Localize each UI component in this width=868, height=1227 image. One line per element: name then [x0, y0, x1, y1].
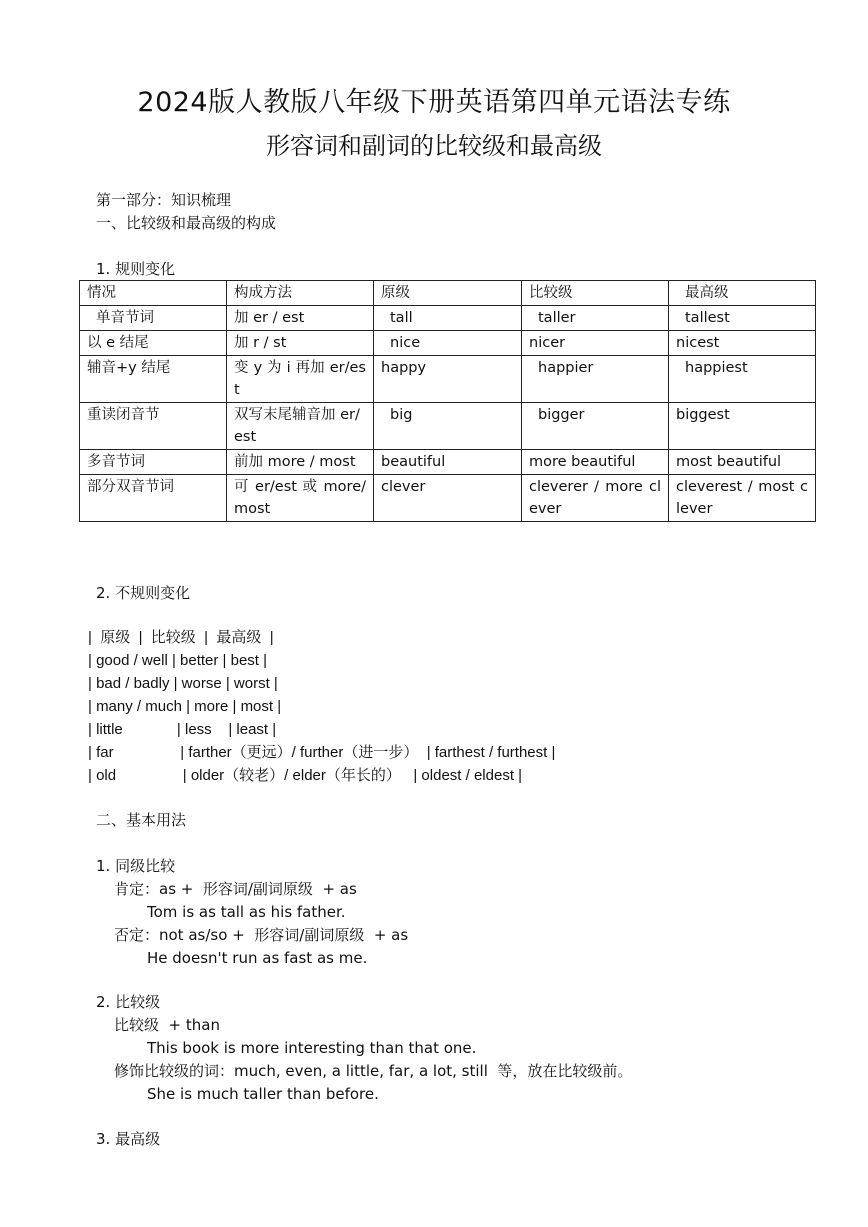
table-cell: more beautiful — [522, 450, 669, 475]
table-cell: bigger — [522, 403, 669, 450]
irregular-line: | old | older（较老）/ elder（年长的） | oldest / eldest | — [88, 767, 523, 784]
table-cell: nicest — [669, 331, 816, 356]
table-cell: tall — [374, 306, 522, 331]
table-row — [80, 450, 816, 475]
table-header-cell: 情况 — [80, 281, 227, 306]
table-cell: 重读闭音节 — [80, 403, 227, 450]
table-header-cell: 构成方法 — [227, 281, 374, 306]
table-cell: nicer — [522, 331, 669, 356]
part1-heading: 第一部分：知识梳理 — [96, 191, 232, 209]
table-row — [80, 356, 816, 403]
irregular-line: | 原级 | 比较级 | 最高级 | — [88, 629, 274, 646]
irregular-line: | bad / badly | worse | worst | — [88, 675, 278, 692]
table-header-cell: 原级 — [374, 281, 522, 306]
table-cell: 可 er/est 或 more/most — [227, 475, 374, 522]
comparative-modifier-rule: 修饰比较级的词：much, even, a little, far, a lot, still 等，放在比较级前。 — [114, 1062, 633, 1080]
table-row — [80, 475, 816, 522]
table-cell: biggest — [669, 403, 816, 450]
comparative-example: This book is more interesting than that one. — [147, 1039, 477, 1057]
irregular-line: | good / well | better | best | — [88, 652, 268, 669]
document-title: 2024版人教版八年级下册英语第四单元语法专练 — [137, 87, 731, 118]
table-cell: 部分双音节词 — [80, 475, 227, 522]
superlative-title: 3. 最高级 — [96, 1130, 161, 1148]
comparative-modifier-example: She is much taller than before. — [147, 1085, 379, 1103]
table-row — [80, 306, 816, 331]
table-cell: happy — [374, 356, 522, 403]
table-cell: taller — [522, 306, 669, 331]
regular-heading: 1. 规则变化 — [96, 260, 176, 278]
table-cell: 双写末尾辅音加 er/est — [227, 403, 374, 450]
comparative-title: 2. 比较级 — [96, 993, 161, 1011]
same-level-title: 1. 同级比较 — [96, 857, 176, 875]
irregular-line: | far | farther（更远）/ further（进一步） | farthest / furthest | — [88, 744, 556, 761]
table-cell: 加 r / st — [227, 331, 374, 356]
table-cell: happiest — [669, 356, 816, 403]
table-cell: happier — [522, 356, 669, 403]
table-cell: big — [374, 403, 522, 450]
table-header-cell: 最高级 — [669, 281, 816, 306]
table-cell: 以 e 结尾 — [80, 331, 227, 356]
irregular-line: | little | less | least | — [88, 721, 277, 738]
table-cell: nice — [374, 331, 522, 356]
regular-change-table — [79, 280, 816, 522]
table-cell: 多音节词 — [80, 450, 227, 475]
table-cell: 辅音+y 结尾 — [80, 356, 227, 403]
table-cell: 变 y 为 i 再加 er/est — [227, 356, 374, 403]
document-subtitle: 形容词和副词的比较级和最高级 — [266, 132, 602, 160]
table-row — [80, 331, 816, 356]
table-header-cell: 比较级 — [522, 281, 669, 306]
same-level-negative-example: He doesn't run as fast as me. — [147, 949, 368, 967]
table-cell: 前加 more / most — [227, 450, 374, 475]
same-level-positive-rule: 肯定：as + 形容词/副词原级 + as — [114, 880, 357, 898]
irregular-line: | many / much | more | most | — [88, 698, 282, 715]
same-level-positive-example: Tom is as tall as his father. — [147, 903, 346, 921]
table-row — [80, 403, 816, 450]
table-cell: 单音节词 — [80, 306, 227, 331]
table-cell: tallest — [669, 306, 816, 331]
section1-heading: 一、比较级和最高级的构成 — [96, 214, 277, 232]
table-cell: most beautiful — [669, 450, 816, 475]
comparative-rule: 比较级 + than — [114, 1016, 220, 1034]
irregular-heading: 2. 不规则变化 — [96, 584, 191, 602]
part2-heading: 二、基本用法 — [96, 811, 187, 829]
table-cell: beautiful — [374, 450, 522, 475]
table-cell: cleverer / more clever — [522, 475, 669, 522]
table-cell: 加 er / est — [227, 306, 374, 331]
table-header-row — [80, 281, 816, 306]
table-cell: cleverest / most clever — [669, 475, 816, 522]
table-cell: clever — [374, 475, 522, 522]
same-level-negative-rule: 否定：not as/so + 形容词/副词原级 + as — [114, 926, 409, 944]
